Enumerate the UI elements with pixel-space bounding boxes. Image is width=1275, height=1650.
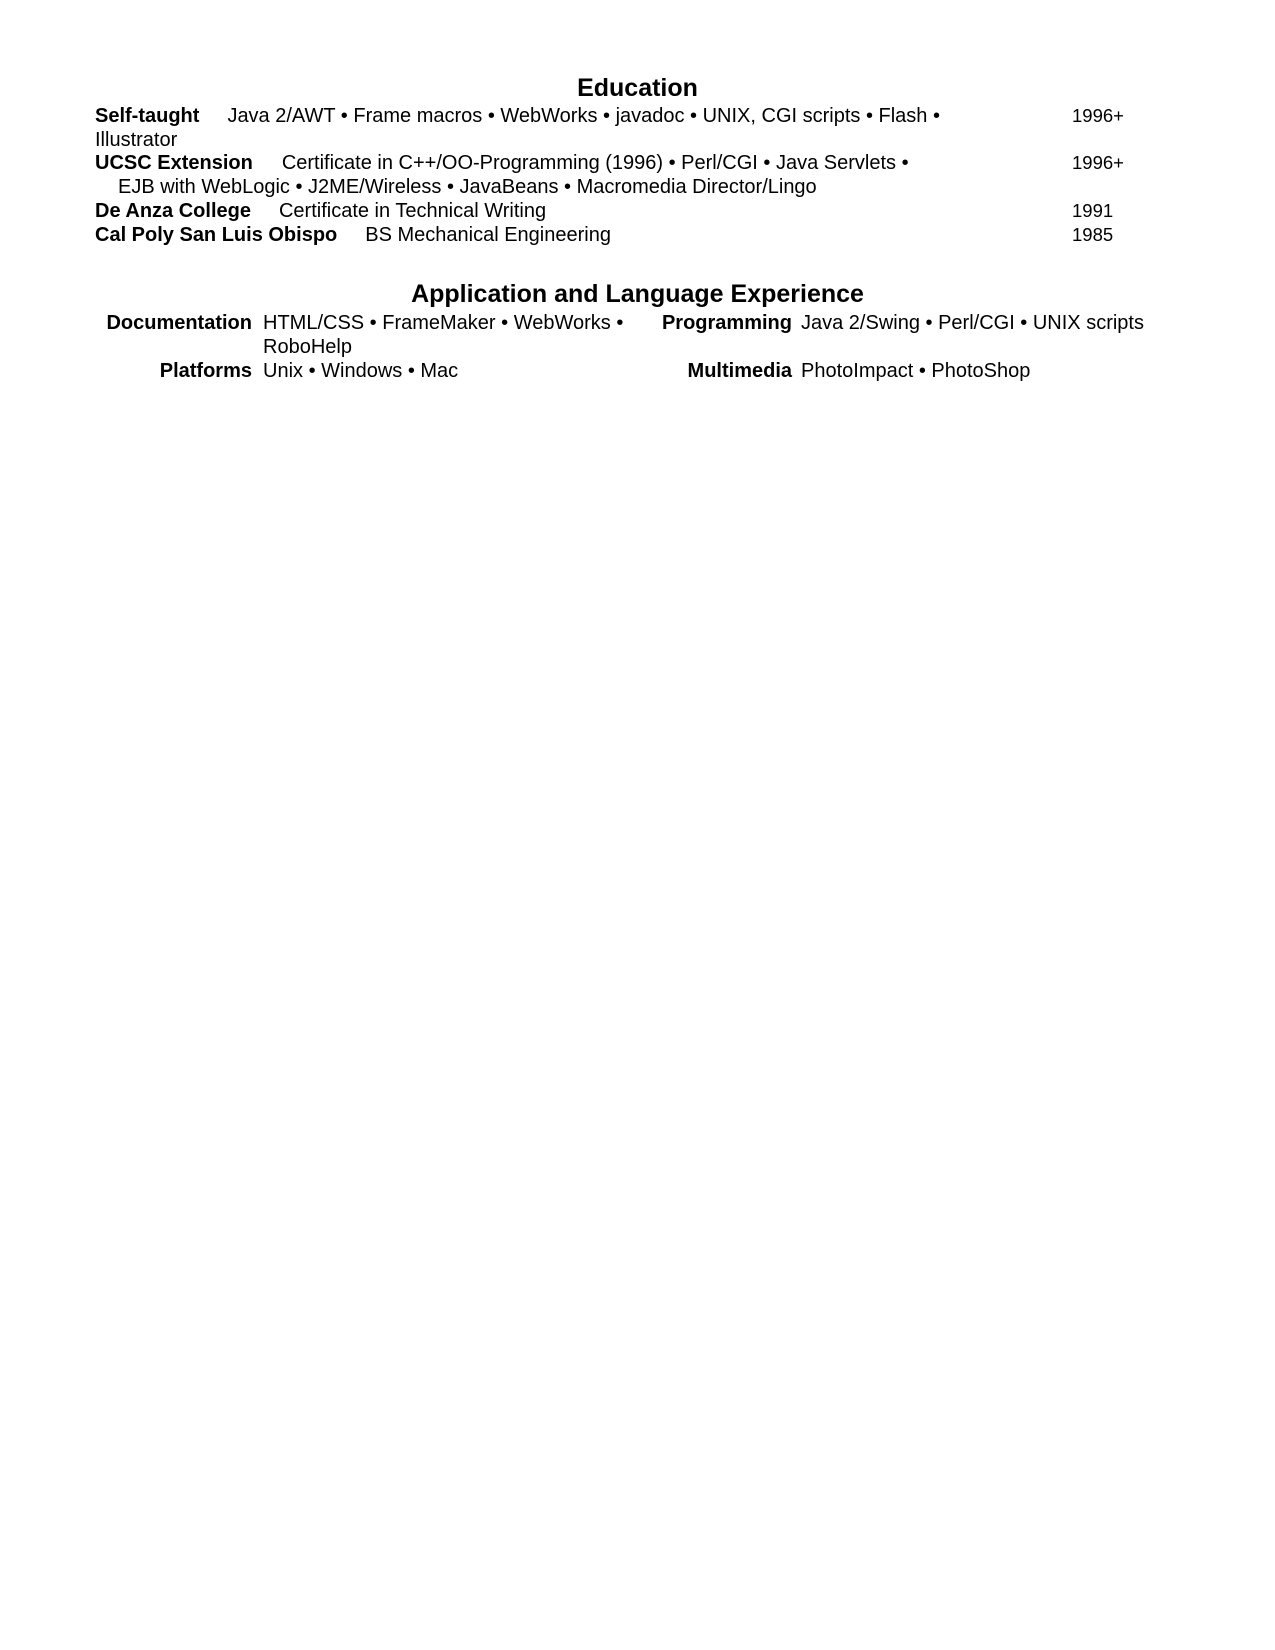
- skill-label-platforms: Platforms: [159, 360, 252, 382]
- education-entry-self-taught: [95, 104, 940, 128]
- education-entry-de-anza-college: [95, 199, 546, 223]
- education-details-continued: Illustrator: [95, 129, 178, 151]
- education-year: 1996+: [1072, 105, 1124, 126]
- education-details: Certificate in Technical Writing: [278, 200, 547, 222]
- education-year: 1991: [1072, 200, 1114, 221]
- institution-name: Cal Poly San Luis Obispo: [95, 224, 338, 246]
- education-details-continued: EJB with WebLogic • J2ME/Wireless • JavaBeans • Macromedia Director/Lingo: [118, 176, 817, 198]
- institution-name: UCSC Extension: [95, 152, 253, 174]
- skill-value-programming: Java 2/Swing • Perl/CGI • UNIX scripts: [801, 312, 1144, 334]
- education-details: BS Mechanical Engineering: [365, 224, 611, 246]
- education-details: Java 2/AWT • Frame macros • WebWorks • javadoc • UNIX, CGI scripts • Flash •: [227, 105, 940, 127]
- skill-value-documentation-continued: RoboHelp: [263, 336, 352, 358]
- education-heading: Education: [577, 74, 698, 102]
- education-year: 1996+: [1072, 152, 1124, 173]
- education-year: 1985: [1072, 224, 1114, 245]
- skill-value-multimedia: PhotoImpact • PhotoShop: [801, 360, 1031, 382]
- skill-label-multimedia: Multimedia: [687, 360, 792, 382]
- skill-value-documentation: HTML/CSS • FrameMaker • WebWorks •: [263, 312, 624, 334]
- skill-label-programming: Programming: [661, 312, 792, 334]
- institution-name: De Anza College: [95, 200, 251, 222]
- skill-label-documentation: Documentation: [106, 312, 252, 334]
- experience-heading: Application and Language Experience: [411, 280, 864, 308]
- education-details: Certificate in C++/OO-Programming (1996) • Perl/CGI • Java Servlets •: [281, 152, 909, 174]
- education-entry-cal-poly: [95, 223, 611, 247]
- education-entry-ucsc-extension: [95, 151, 909, 175]
- institution-name: Self-taught: [95, 105, 200, 127]
- skill-value-platforms: Unix • Windows • Mac: [263, 360, 459, 382]
